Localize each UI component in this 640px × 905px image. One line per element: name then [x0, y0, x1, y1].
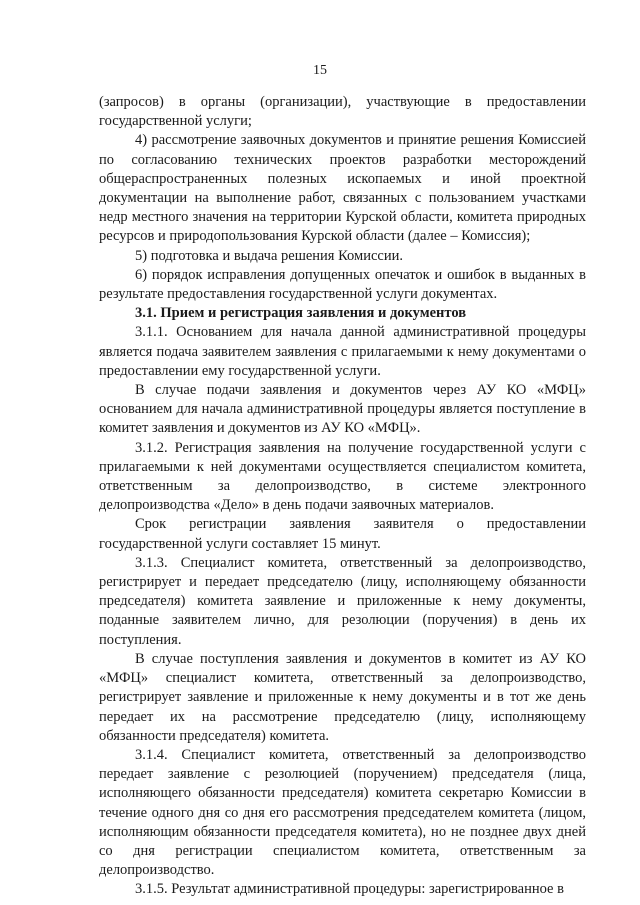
paragraph-mfc-submission: В случае подачи заявления и документов через АУ КО «МФЦ» основанием для начала административной процедуры является поступление в комитет заявления и документов из АУ КО «МФЦ». [99, 382, 586, 437]
paragraph-item-6: 6) порядок исправления допущенных опечаток и ошибок в выданных в результате предоставления государственной услуги документах. [99, 266, 586, 303]
section-heading-3-1: 3.1. Прием и регистрация заявления и документов [135, 305, 467, 322]
document-body [99, 93, 586, 900]
paragraph-item-5: 5) подготовка и выдача решения Комиссии. [135, 247, 403, 264]
paragraph-3-1-5: 3.1.5. Результат административной процедуры: зарегистрированное в [135, 881, 564, 898]
paragraph-item-4: 4) рассмотрение заявочных документов и принятие решения Комиссией по согласованию технических проектов разработки месторождений общераспространенных полезных ископаемых и иной проектной документации на выполнение работ, связанных с пользованием участками недр местного значения на территории Курской области, комитета природных ресурсов и природопользования Курской области (далее – Комиссия); [99, 132, 586, 245]
paragraph-registration-term: Срок регистрации заявления заявителя о предоставлении государственной услуги составляет 15 минут. [99, 516, 586, 552]
paragraph-3-1-1: 3.1.1. Основанием для начала данной административной процедуры является подача заявителем заявления с прилагаемыми к нему документами о предоставлении ему государственной услуги. [99, 324, 586, 379]
paragraph-3-1-3: 3.1.3. Специалист комитета, ответственный за делопроизводство, регистрирует и передает председателю (лицу, исполняющему обязанности председателя) комитета заявление и приложенные к нему документы, поданные заявителем лично, для резолюции (поручения) в день их поступления. [99, 554, 586, 648]
paragraph-3-1-2: 3.1.2. Регистрация заявления на получение государственной услуги с прилагаемыми к ней документами осуществляется специалистом комитета, ответственным за делопроизводство, в системе электронного делопроизводства «Дело» в день подачи заявочных материалов. [99, 439, 586, 514]
page-number: 15 [313, 63, 327, 78]
paragraph-mfc-receipt: В случае поступления заявления и документов в комитет из АУ КО «МФЦ» специалист комитета, ответственный за делопроизводство, регистрирует заявление и приложенные к нему документы и в тот же день передает их на рассмотрение председателю (лицу, исполняющему обязанности председателя) комитета. [99, 650, 586, 744]
paragraph-3-1-4: 3.1.4. Специалист комитета, ответственный за делопроизводство передает заявление с резолюцией (поручением) председателя (лица, исполняющего обязанности председателя) комитета секретарю Комиссии в течение одного дня со дня его рассмотрения председателем комитета (лицом, исполняющим обязанности председателя комитета), но не позднее двух дней со дня регистрации специалистом комитета, ответственным за делопроизводство. [99, 746, 586, 879]
paragraph-continuation: (запросов) в органы (организации), участвующие в предоставлении государственной услуги; [99, 94, 586, 130]
